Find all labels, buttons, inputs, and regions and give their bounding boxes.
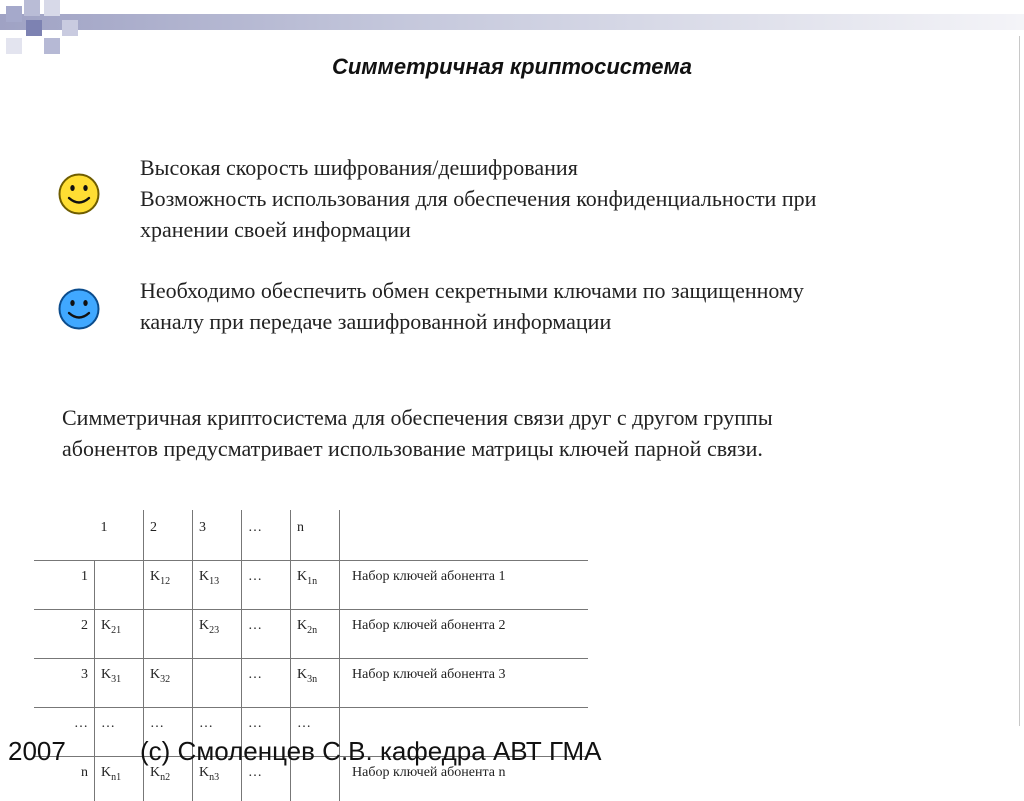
footer-year: 2007 [8, 736, 66, 767]
decor-square [44, 38, 60, 54]
row-label: 1 [34, 561, 95, 610]
table-cell: … [291, 708, 340, 757]
table-cell: … [242, 510, 291, 561]
decor-square [44, 0, 60, 16]
table-cell: n [291, 510, 340, 561]
table-cell [193, 659, 242, 708]
table-cell: Набор ключей абонента 1 [340, 561, 589, 610]
table-cell: $K_{2n}$ [291, 610, 340, 659]
footer [0, 736, 1024, 767]
table-cell: … [242, 708, 291, 757]
table-row [34, 610, 588, 659]
intro-text [62, 402, 773, 464]
table-cell: … [144, 708, 193, 757]
table-cell: Набор ключей абонента n [340, 757, 589, 801]
table-cell: $K_{32}$ [144, 659, 193, 708]
table-cell [340, 510, 589, 561]
table-row [34, 561, 588, 610]
cons-text [140, 275, 804, 337]
table-cell: 2 [144, 510, 193, 561]
pros-text [140, 152, 816, 245]
cons-line: каналу при передаче зашифрованной информации [140, 306, 804, 337]
table-cell: $K_{12}$ [144, 561, 193, 610]
decor-square [24, 0, 40, 16]
right-border-line [1019, 36, 1020, 726]
intro-line: абонентов предусматривает использование матрицы ключей парной связи. [62, 433, 773, 464]
smiley-yellow-icon [57, 172, 101, 216]
table-cell: $K_{3n}$ [291, 659, 340, 708]
table-cell: $K_{n1}$ [95, 757, 144, 801]
pros-line: Возможность использования для обеспечения конфиденциальности при [140, 183, 816, 214]
table-cell: $K_{31}$ [95, 659, 144, 708]
smiley-blue-icon [57, 287, 101, 331]
table-cell: … [242, 610, 291, 659]
table-cell: $K_{21}$ [95, 610, 144, 659]
table-cell: 1 [95, 510, 144, 561]
table-cell: Набор ключей абонента 3 [340, 659, 589, 708]
cons-line: Необходимо обеспечить обмен секретными ключами по защищенному [140, 275, 804, 306]
table-cell: $K_{n2}$ [144, 757, 193, 801]
row-label: 3 [34, 659, 95, 708]
footer-credit: (c) Смоленцев С.В. кафедра АВТ ГМА [140, 736, 602, 767]
table-header-row [34, 510, 588, 561]
row-label: n [34, 757, 95, 801]
table-cell: … [193, 708, 242, 757]
table-cell [95, 561, 144, 610]
table-cell [144, 610, 193, 659]
decor-square [62, 20, 78, 36]
table-cell: … [242, 757, 291, 801]
table-cell: $K_{1n}$ [291, 561, 340, 610]
decor-square [6, 38, 22, 54]
header-bar [0, 14, 1024, 30]
table-cell: Набор ключей абонента 2 [340, 610, 589, 659]
intro-line: Симметричная криптосистема для обеспечения связи друг с другом группы [62, 402, 773, 433]
slide-title: Симметричная криптосистема [0, 54, 1024, 80]
pros-line: Высокая скорость шифрования/дешифрования [140, 152, 816, 183]
header-label [34, 510, 95, 561]
table-cell: 3 [193, 510, 242, 561]
table-cell: $K_{13}$ [193, 561, 242, 610]
decor-square [26, 20, 42, 36]
table-cell: … [95, 708, 144, 757]
decor-square [6, 6, 22, 22]
table-row [34, 659, 588, 708]
row-label: 2 [34, 610, 95, 659]
row-label: … [34, 708, 95, 757]
table-cell: … [242, 561, 291, 610]
table-cell: … [242, 659, 291, 708]
table-cell: $K_{n3}$ [193, 757, 242, 801]
pros-line: хранении своей информации [140, 214, 816, 245]
table-cell: $K_{23}$ [193, 610, 242, 659]
